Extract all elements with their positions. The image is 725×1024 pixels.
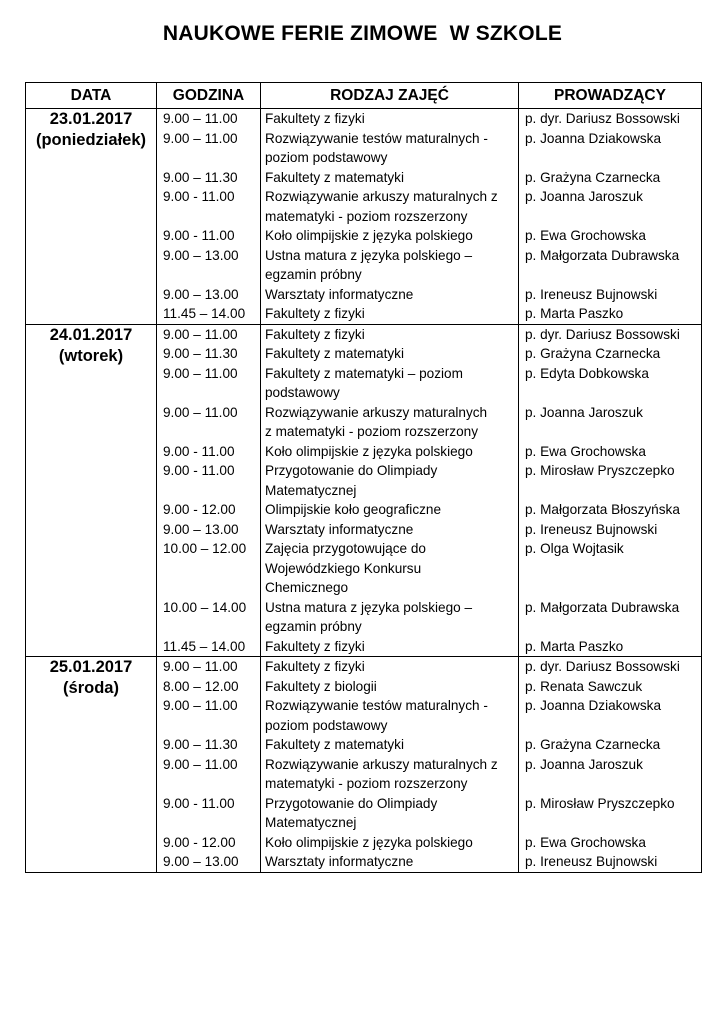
leader-column (519, 109, 702, 325)
spacer-line (157, 716, 260, 736)
spacer-line (157, 774, 260, 794)
session-time: 8.00 – 12.00 (163, 678, 239, 694)
session-leader: p. Marta Paszko (525, 306, 624, 321)
leader-column (519, 657, 702, 873)
spacer-line (519, 774, 701, 794)
session-time: 9.00 – 11.00 (163, 365, 238, 381)
session-time: 11.45 – 14.00 (163, 638, 246, 654)
session-activity: Fakultety z matematyki (265, 169, 404, 185)
day-row (26, 109, 702, 325)
time-column (157, 324, 261, 657)
spacer-line (519, 383, 701, 403)
session-leader: p. Ireneusz Bujnowski (525, 521, 658, 537)
session-leader: p. Mirosław Pryszczepko (525, 463, 675, 478)
session-activity: Warsztaty informatyczne (265, 854, 414, 869)
activity-column (261, 109, 519, 325)
schedule-table (25, 82, 702, 873)
spacer-line (157, 578, 260, 598)
session-activity: Warsztaty informatyczne (265, 521, 414, 537)
activity-column (261, 324, 519, 657)
session-activity: poziom podstawowy (265, 150, 388, 165)
session-time: 9.00 - 12.00 (163, 834, 236, 850)
spacer-line (157, 383, 260, 403)
session-time: 9.00 – 11.30 (163, 346, 238, 361)
session-activity: podstawowy (265, 385, 340, 400)
session-leader: p. dyr. Dariusz Bossowski (525, 326, 680, 342)
session-activity: matematyki - poziom rozszerzony (265, 208, 468, 224)
spacer-line (157, 422, 260, 442)
session-activity: Koło olimpijskie z języka polskiego (265, 834, 473, 850)
session-time: 9.00 – 11.00 (163, 698, 238, 713)
session-time: 9.00 – 13.00 (163, 286, 239, 302)
spacer-line (157, 481, 260, 501)
session-leader: p. Ireneusz Bujnowski (525, 854, 658, 869)
page-title: NAUKOWE FERIE ZIMOWE W SZKOLE (162, 22, 563, 45)
day-weekday: (wtorek) (58, 346, 124, 365)
spacer-line (519, 481, 701, 501)
session-time: 11.45 – 14.00 (163, 306, 246, 321)
session-activity: matematyki - poziom rozszerzony (265, 776, 468, 791)
session-time: 9.00 – 13.00 (163, 854, 239, 869)
session-leader: p. dyr. Dariusz Bossowski (525, 111, 680, 126)
session-time: 9.00 - 11.00 (163, 463, 235, 478)
spacer-line (157, 617, 260, 637)
session-activity: Koło olimpijskie z języka polskiego (265, 228, 473, 243)
spacer-line (157, 207, 260, 227)
session-leader: p. Joanna Jaroszuk (525, 189, 643, 204)
spacer-line (519, 148, 701, 168)
session-leader: p. Olga Wojtasik (525, 541, 624, 556)
session-leader: p. Marta Paszko (525, 638, 624, 654)
session-activity: Warsztaty informatyczne (265, 286, 414, 302)
spacer-line (519, 716, 701, 736)
session-activity: Rozwiązywanie arkuszy maturalnych z (265, 189, 498, 204)
header-date: DATA (26, 83, 157, 109)
session-leader: p. Grażyna Czarnecka (525, 737, 661, 752)
session-activity: Zajęcia przygotowujące do (265, 541, 426, 556)
session-leader: p. Małgorzata Dubrawska (525, 599, 680, 615)
session-time: 9.00 – 13.00 (163, 521, 239, 537)
time-column (157, 109, 261, 325)
session-activity: Ustna matura z języka polskiego – (265, 599, 473, 615)
day-date: 24.01.2017 (49, 325, 133, 344)
spacer-line (519, 559, 701, 579)
session-activity: Koło olimpijskie z języka polskiego (265, 443, 473, 459)
day-date-cell (26, 109, 157, 325)
session-time: 9.00 – 11.00 (163, 326, 238, 342)
session-activity: Fakultety z fizyki (265, 306, 365, 321)
session-activity: Fakultety z fizyki (265, 659, 365, 674)
day-row (26, 324, 702, 657)
session-time: 9.00 - 11.00 (163, 189, 235, 204)
session-activity: Wojewódzkiego Konkursu (265, 560, 422, 576)
session-activity: Fakultety z fizyki (265, 638, 365, 654)
session-leader: p. Grażyna Czarnecka (525, 346, 661, 361)
session-activity: Fakultety z matematyki (265, 737, 404, 752)
session-leader: p. Małgorzata Błoszyńska (525, 502, 680, 517)
spacer-line (519, 578, 701, 598)
header-row (26, 83, 702, 109)
session-time: 9.00 – 11.00 (163, 756, 238, 772)
session-activity: Olimpijskie koło geograficzne (265, 502, 442, 517)
session-time: 10.00 – 14.00 (163, 599, 247, 615)
session-time: 9.00 - 11.00 (163, 228, 235, 243)
session-leader: p. Joanna Dziakowska (525, 130, 662, 146)
session-time: 9.00 - 11.00 (163, 795, 235, 811)
session-time: 9.00 – 11.30 (163, 169, 238, 185)
session-leader: p. Ewa Grochowska (525, 443, 646, 459)
session-leader: p. Ewa Grochowska (525, 834, 646, 850)
session-activity: Rozwiązywanie arkuszy maturalnych (265, 404, 488, 420)
spacer-line (519, 422, 701, 442)
session-activity: Przygotowanie do Olimpiady (265, 795, 438, 811)
session-leader: p. Ewa Grochowska (525, 228, 646, 243)
session-activity: Przygotowanie do Olimpiady (265, 463, 438, 478)
spacer-line (519, 813, 701, 833)
spacer-line (157, 265, 260, 285)
session-time: 9.00 – 13.00 (163, 247, 239, 263)
session-activity: Ustna matura z języka polskiego – (265, 247, 473, 263)
day-weekday: (środa) (63, 679, 119, 697)
header-time: GODZINA (157, 83, 261, 109)
session-activity: Rozwiązywanie testów maturalnych - (265, 130, 488, 146)
spacer-line (519, 617, 701, 637)
session-activity: Fakultety z biologii (265, 678, 377, 694)
header-activity: RODZAJ ZAJĘĆ (261, 83, 519, 109)
day-date: 23.01.2017 (49, 110, 133, 128)
session-activity: Fakultety z fizyki (265, 111, 365, 126)
session-activity: Fakultety z matematyki – poziom (265, 365, 463, 381)
session-activity: Matematycznej (265, 815, 357, 830)
session-activity: Matematycznej (265, 482, 357, 498)
session-time: 9.00 – 11.30 (163, 737, 238, 752)
session-leader: p. Grażyna Czarnecka (525, 169, 661, 185)
header-leader: PROWADZĄCY (519, 83, 702, 109)
session-time: 9.00 - 12.00 (163, 502, 236, 517)
session-time: 9.00 – 11.00 (163, 404, 238, 420)
session-time: 9.00 - 11.00 (163, 443, 235, 459)
session-activity: Rozwiązywanie testów maturalnych - (265, 698, 488, 713)
spacer-line (519, 265, 701, 285)
session-leader: p. Edyta Dobkowska (525, 365, 649, 381)
session-time: 9.00 – 11.00 (163, 111, 238, 126)
session-time: 9.00 – 11.00 (163, 659, 238, 674)
schedule-body (26, 109, 702, 873)
session-activity: Fakultety z fizyki (265, 326, 365, 342)
session-leader: p. Joanna Jaroszuk (525, 404, 643, 420)
session-activity: Chemicznego (265, 580, 349, 595)
day-date-cell (26, 324, 157, 657)
session-activity: Rozwiązywanie arkuszy maturalnych z (265, 756, 498, 772)
session-activity: egzamin próbny (265, 619, 362, 634)
session-leader: p. Renata Sawczuk (525, 678, 643, 694)
session-leader: p. Ireneusz Bujnowski (525, 286, 658, 302)
session-leader: p. Joanna Jaroszuk (525, 756, 643, 772)
session-activity: z matematyki - poziom rozszerzony (265, 424, 479, 439)
leader-column (519, 324, 702, 657)
session-activity: poziom podstawowy (265, 717, 388, 733)
session-time: 10.00 – 12.00 (163, 541, 247, 556)
time-column (157, 657, 261, 873)
day-date-cell (26, 657, 157, 873)
session-activity: Fakultety z matematyki (265, 346, 404, 361)
spacer-line (157, 559, 260, 579)
activity-column (261, 657, 519, 873)
session-leader: p. Joanna Dziakowska (525, 698, 662, 713)
spacer-line (519, 207, 701, 227)
session-leader: p. Mirosław Pryszczepko (525, 795, 675, 811)
spacer-line (157, 813, 260, 833)
session-activity: egzamin próbny (265, 267, 362, 282)
session-leader: p. dyr. Dariusz Bossowski (525, 659, 680, 674)
spacer-line (157, 148, 260, 168)
day-row (26, 657, 702, 873)
day-date: 25.01.2017 (49, 658, 133, 676)
day-weekday: (poniedziałek) (35, 131, 146, 149)
session-leader: p. Małgorzata Dubrawska (525, 247, 680, 263)
session-time: 9.00 – 11.00 (163, 130, 238, 146)
